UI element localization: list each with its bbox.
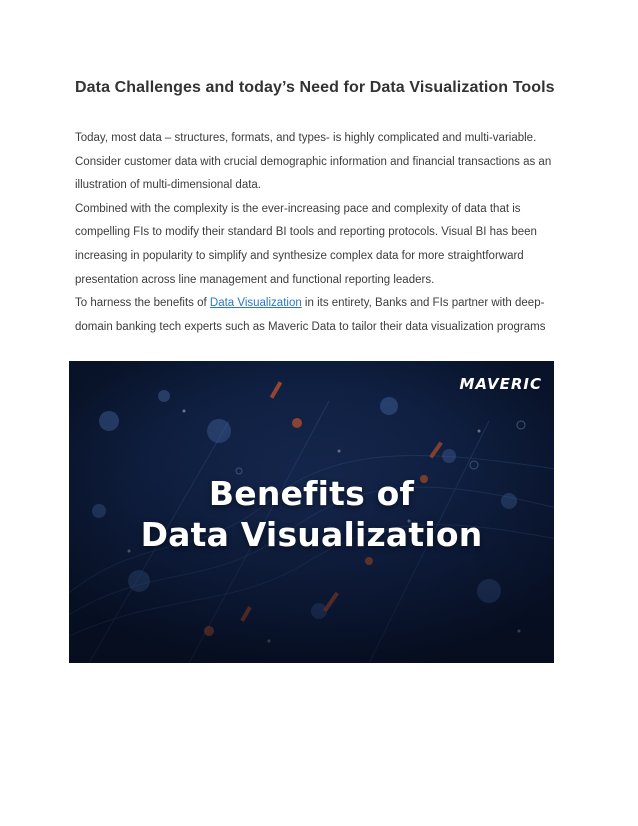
paragraph-1-line: Consider customer data with crucial demographic information and financial transactions as an	[75, 155, 552, 168]
paragraph-2-line: increasing in popularity to simplify and synthesize complex data for more straightforward	[75, 249, 524, 262]
hero-title-line-2: Data Visualization	[140, 515, 483, 554]
article-body	[75, 127, 565, 339]
paragraph-3	[75, 292, 565, 339]
paragraph-1	[75, 127, 565, 198]
paragraph-3-line	[75, 292, 565, 316]
paragraph-2-line: presentation across line management and functional reporting leaders.	[75, 273, 435, 286]
paragraph-2-line: Combined with the complexity is the ever-increasing pace and complexity of data that is	[75, 202, 521, 215]
paragraph-1-line: illustration of multi-dimensional data.	[75, 179, 262, 192]
data-visualization-link[interactable]: Data Visualization	[209, 297, 302, 310]
paragraph-1-line: Today, most data – structures, formats, and types- is highly complicated and multi-variable.	[75, 132, 537, 144]
paragraph-3-line: domain banking tech experts such as Maveric Data to tailor their data visualization programs	[75, 320, 546, 333]
maveric-logo: MAVERIC	[459, 375, 542, 393]
paragraph-2	[75, 198, 565, 292]
paragraph-3-text-after-link: in its entirety, Banks and FIs partner with deep-	[301, 297, 545, 310]
hero-banner-image	[69, 361, 554, 663]
article-heading: Data Challenges and today’s Need for Data Visualization Tools	[75, 79, 555, 96]
paragraph-3-text-before-link: To harness the benefits of	[75, 297, 210, 310]
paragraph-2-line: compelling FIs to modify their standard BI tools and reporting protocols. Visual BI has been	[75, 226, 537, 239]
hero-title-line-1: Benefits of	[208, 474, 415, 513]
